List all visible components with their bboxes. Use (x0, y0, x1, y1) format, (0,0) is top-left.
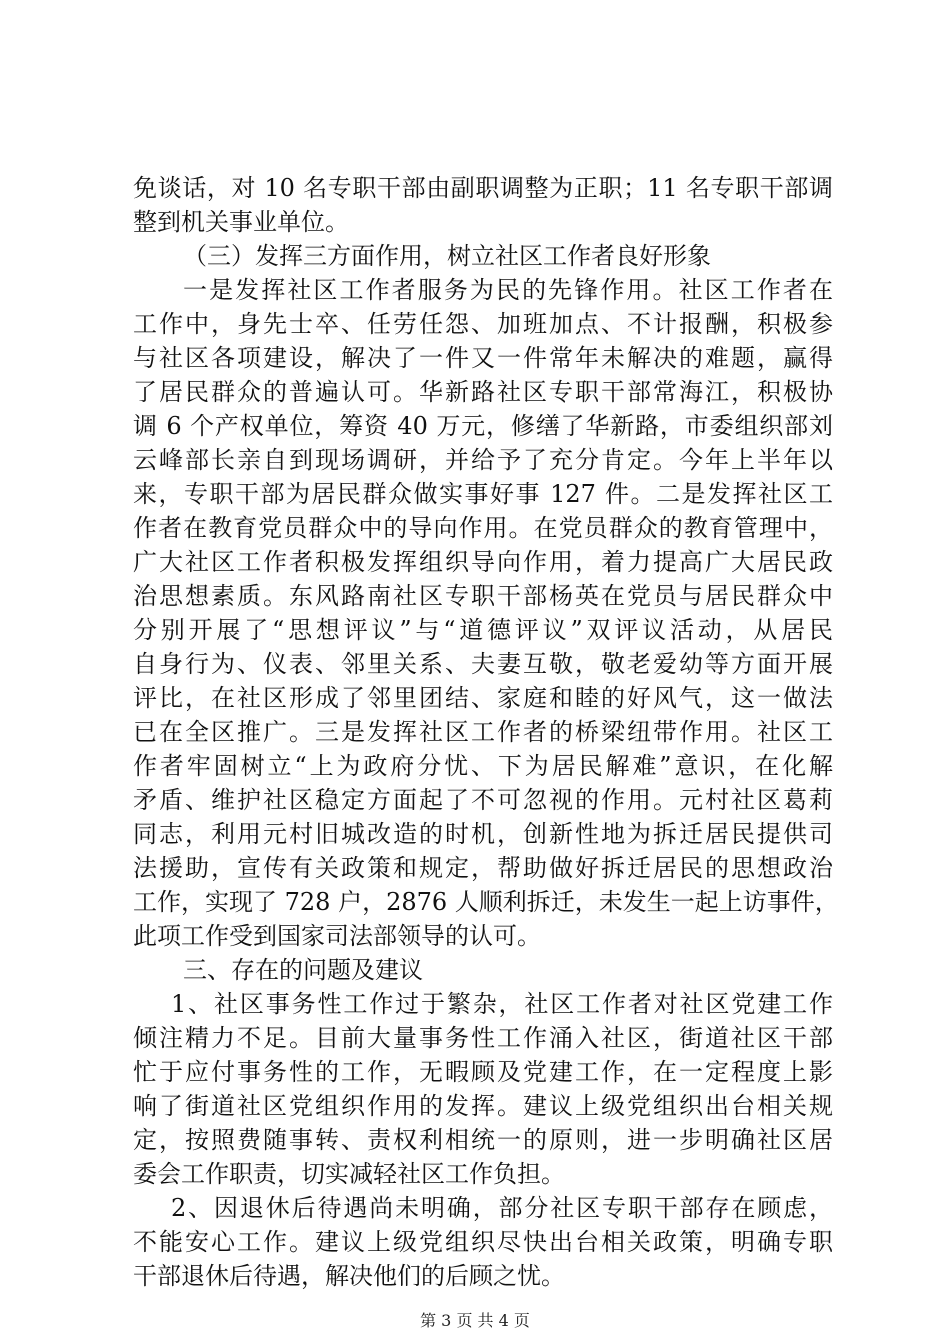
body-line: 云峰部长亲自到现场调研，并给予了充分肯定。今年上半年以 (133, 446, 833, 474)
page-number-footer: 第 3 页 共 4 页 (420, 1311, 530, 1330)
body-line: 此项工作受到国家司法部领导的认可。 (133, 922, 541, 950)
body-line: 治思想素质。东风路南社区专职干部杨英在党员与居民群众中 (133, 582, 833, 610)
body-line: 法援助，宣传有关政策和规定，帮助做好拆迁居民的思想政治 (133, 854, 833, 882)
body-line: 了居民群众的普遍认可。华新路社区专职干部常海江，积极协 (133, 378, 833, 406)
section-heading: 三、存在的问题及建议 (183, 956, 423, 984)
body-line: 免谈话，对 10 名专职干部由副职调整为正职；11 名专职干部调 (133, 174, 833, 202)
body-line: 定，按照费随事转、责权利相统一的原则，进一步明确社区居 (133, 1126, 833, 1154)
body-line: 响了街道社区党组织作用的发挥。建议上级党组织出台相关规 (133, 1092, 833, 1120)
body-line: 自身行为、仪表、邻里关系、夫妻互敬，敬老爱幼等方面开展 (133, 650, 833, 678)
body-line: 委会工作职责，切实减轻社区工作负担。 (133, 1160, 565, 1188)
body-line: 作者牢固树立“上为政府分忧、下为居民解难”意识，在化解 (133, 752, 833, 780)
body-line: 干部退休后待遇，解决他们的后顾之忧。 (133, 1262, 565, 1290)
body-line: 矛盾、维护社区稳定方面起了不可忽视的作用。元村社区葛莉 (133, 786, 833, 814)
body-line: 工作，实现了 728 户，2876 人顺利拆迁，未发生一起上访事件， (133, 888, 839, 916)
body-line: 广大社区工作者积极发挥组织导向作用，着力提高广大居民政 (133, 548, 833, 576)
body-line: 作者在教育党员群众中的导向作用。在党员群众的教育管理中， (133, 514, 833, 542)
body-line: 评比，在社区形成了邻里团结、家庭和睦的好风气，这一做法 (133, 684, 833, 712)
body-line: 已在全区推广。三是发挥社区工作者的桥梁纽带作用。社区工 (133, 718, 833, 746)
body-line: 倾注精力不足。目前大量事务性工作涌入社区，街道社区干部 (133, 1024, 833, 1052)
body-line: 与社区各项建设，解决了一件又一件常年未解决的难题，赢得 (133, 344, 833, 372)
body-line: 分别开展了“思想评议”与“道德评议”双评议活动，从居民 (133, 616, 833, 644)
body-line: 同志，利用元村旧城改造的时机，创新性地为拆迁居民提供司 (133, 820, 833, 848)
body-line: 整到机关事业单位。 (133, 208, 349, 236)
section-heading: （三）发挥三方面作用，树立社区工作者良好形象 (183, 242, 711, 270)
body-line: 不能安心工作。建议上级党组织尽快出台相关政策，明确专职 (133, 1228, 833, 1256)
body-line: 调 6 个产权单位，筹资 40 万元，修缮了华新路，市委组织部刘 (133, 412, 833, 440)
body-line: 忙于应付事务性的工作，无暇顾及党建工作，在一定程度上影 (133, 1058, 833, 1086)
body-line: 2、因退休后待遇尚未明确，部分社区专职干部存在顾虑， (171, 1194, 833, 1222)
body-line: 工作中，身先士卒、任劳任怨、加班加点、不计报酬，积极参 (133, 310, 833, 338)
body-line: 1、社区事务性工作过于繁杂，社区工作者对社区党建工作 (171, 990, 833, 1018)
body-line: 来，专职干部为居民群众做实事好事 127 件。二是发挥社区工 (133, 480, 833, 508)
body-line: 一是发挥社区工作者服务为民的先锋作用。社区工作者在 (183, 276, 833, 304)
